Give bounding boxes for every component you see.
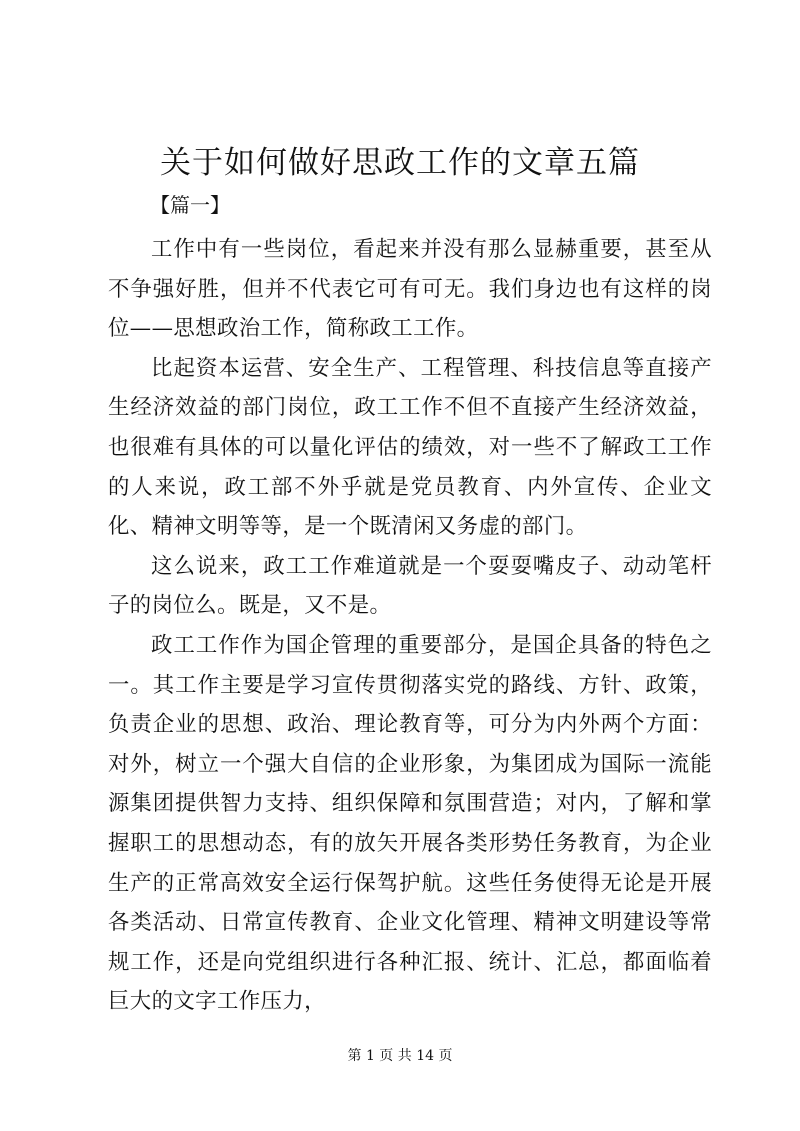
document-body — [108, 230, 712, 1022]
paragraph: 比起资本运营、安全生产、工程管理、科技信息等直接产生经济效益的部门岗位，政工工作不但不直接产生经济效益，也很难有具体的可以量化评估的绩效，对一些不了解政工工作的人来说，政工部不外乎就是党员教育、内外宣传、企业文化、精神文明等等，是一个既清闲又务虚的部门。 — [108, 355, 712, 540]
paragraph: 工作中有一些岗位，看起来并没有那么显赫重要，甚至从不争强好胜，但并不代表它可有可无。我们身边也有这样的岗位——思想政治工作，简称政工工作。 — [108, 237, 712, 342]
section-heading: 【篇一】 — [150, 193, 230, 217]
paragraph: 这么说来，政工工作难道就是一个耍耍嘴皮子、动动笔杆子的岗位么。既是，又不是。 — [108, 553, 712, 619]
page-footer: 第 1 页 共 14 页 — [347, 1048, 453, 1064]
paragraph: 政工工作作为国企管理的重要部分，是国企具备的特色之一。其工作主要是学习宣传贯彻落实党的路线、方针、政策，负责企业的思想、政治、理论教育等，可分为内外两个方面：对外，树立一个强大自信的企业形象，为集团成为国际一流能源集团提供智力支持、组织保障和氛围营造；对内，了解和掌握职工的思想动态，有的放矢开展各类形势任务教育，为企业生产的正常高效安全运行保驾护航。这些任务使得无论是开展各类活动、日常宣传教育、企业文化管理、精神文明建设等常规工作，还是向党组织进行各种汇报、统计、汇总，都面临着巨大的文字工作压力， — [108, 632, 712, 1015]
document-title: 关于如何做好思政工作的文章五篇 — [160, 145, 640, 181]
